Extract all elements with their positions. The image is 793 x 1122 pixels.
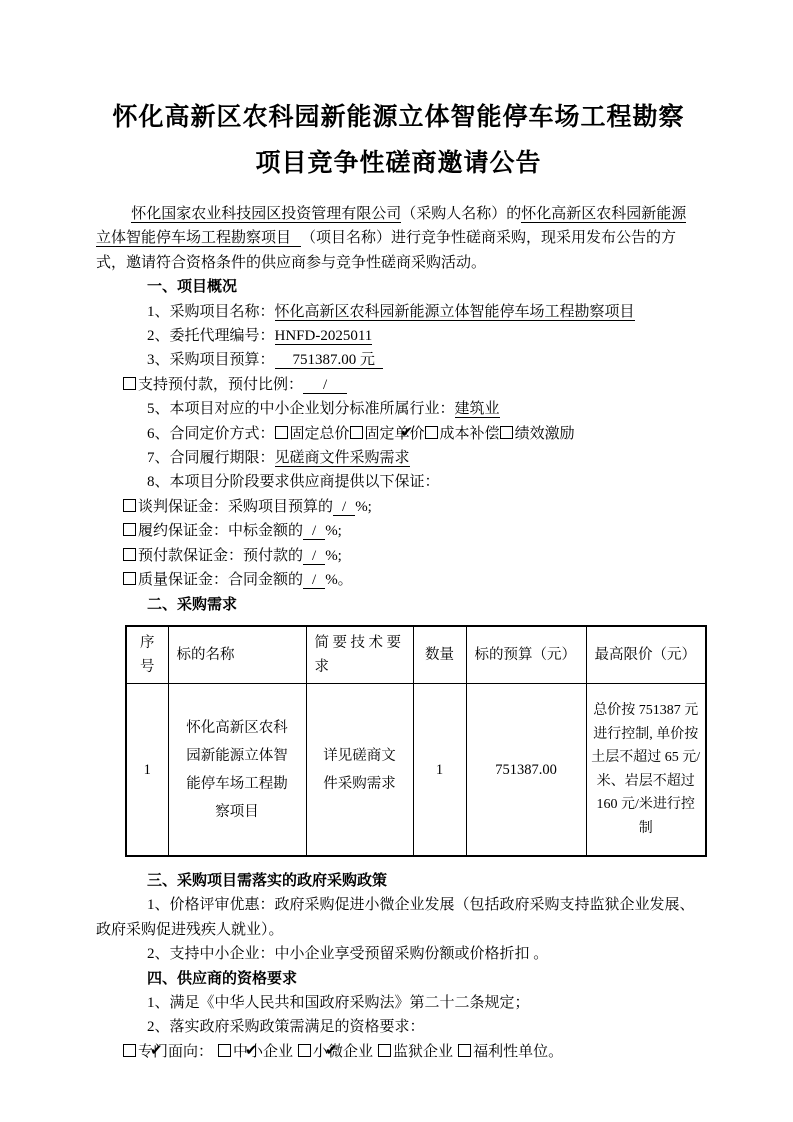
- checkbox-sme-checked: [218, 1044, 231, 1057]
- deposit-suffix: %;: [325, 523, 342, 540]
- option-cost-compensation: 成本补偿: [439, 425, 500, 442]
- checkbox-performance-incentive-unchecked: [500, 426, 513, 439]
- deposit-suffix: %;: [325, 547, 342, 564]
- policy-item-sme-support: 2、支持中小企业：中小企业享受预留采购份额或价格折扣 。: [147, 946, 549, 963]
- budget-value: 751387.00 元: [275, 352, 384, 369]
- deposit-text: 质量保证金：合同金额的: [138, 572, 304, 589]
- deposit-line-performance: [96, 519, 701, 543]
- item-label: 3、采购项目预算：: [147, 352, 275, 369]
- buyer-name: 怀化国家农业科技园区投资管理有限公司: [131, 206, 402, 222]
- option-sme: 中小企业: [233, 1043, 294, 1060]
- deposit-line-prepayment: [96, 544, 701, 568]
- item-pricing-method: [96, 422, 701, 446]
- deposit-blank: /: [303, 572, 325, 589]
- title-line-2: 项目竞争性磋商邀请公告: [255, 149, 542, 177]
- qualification-item-policy: 2、落实政府采购政策需满足的资格要求：: [147, 1019, 425, 1036]
- qualification-item-law: 1、满足《中华人民共和国政府采购法》第二十二条规定；: [147, 994, 530, 1011]
- document-title: [96, 94, 701, 186]
- section1-heading: 一、项目概况: [147, 278, 238, 296]
- item-agency-number: [96, 324, 701, 348]
- col-header-tech-requirements: 简要技术要求: [306, 626, 413, 684]
- cell-price-limit: 总价按 751387 元进行控制, 单价按土层不超过 65 元/米、岩层不超过 160 元/米进行控制: [586, 684, 706, 856]
- deposit-suffix: %。: [325, 572, 353, 589]
- targeted-checkbox-line: [96, 1040, 701, 1064]
- item-industry: [96, 397, 701, 421]
- deposit-blank: /: [333, 499, 355, 516]
- checkbox-quality-deposit-unchecked: [123, 572, 136, 585]
- option-welfare-unit: 福利性单位: [473, 1043, 549, 1060]
- prepay-blank: /: [303, 377, 347, 394]
- deposit-blank: /: [303, 523, 325, 540]
- deposit-text: 预付款保证金：预付款的: [138, 547, 304, 564]
- section2-heading: 二、采购需求: [147, 595, 238, 613]
- table-row: [126, 684, 706, 856]
- cell-quantity: 1: [413, 684, 466, 856]
- item-label: 8、本项目分阶段要求供应商提供以下保证：: [147, 474, 440, 491]
- checkbox-performance-deposit-unchecked: [123, 523, 136, 536]
- procurement-table: [125, 625, 707, 857]
- col-header-subject-name: 标的名称: [168, 626, 306, 684]
- intro-tail: （项目名称）进行竞争性磋商采购，现采用发布公告的方式，邀请符合资格条件的供应商参与竞争性磋商采购活动。: [96, 230, 677, 271]
- checkbox-prepayment-deposit-unchecked: [123, 548, 136, 561]
- targeted-tail: 。: [548, 1043, 564, 1060]
- checkbox-fixed-unit-price-checked: [350, 426, 363, 439]
- item-budget: [96, 348, 701, 372]
- checkbox-prison-enterprise-unchecked: [378, 1044, 391, 1057]
- table-header-row: [126, 626, 706, 684]
- prepay-text: 支持预付款，预付比例：: [138, 376, 304, 393]
- buyer-suffix: （采购人名称）的: [401, 206, 522, 222]
- deposit-text: 履约保证金：中标金额的: [138, 523, 304, 540]
- col-header-quantity: 数量: [413, 626, 466, 684]
- cell-seq: 1: [126, 684, 168, 856]
- option-fixed-unit-price: 固定单价: [364, 425, 425, 442]
- deposit-line-quality: [96, 568, 701, 592]
- item-contract-period: [96, 446, 701, 470]
- section3-heading: 三、采购项目需落实的政府采购政策: [147, 871, 388, 889]
- project-name: 怀化高新区农科园新能源立体智能停车场工程勘察项目: [96, 206, 687, 247]
- cell-budget: 751387.00: [466, 684, 586, 856]
- col-header-budget: 标的预算（元）: [466, 626, 586, 684]
- contract-period-value: 见磋商文件采购需求: [274, 450, 410, 467]
- prepay-checkbox-line: [96, 373, 701, 397]
- item-label: 7、合同履行期限：: [147, 450, 275, 467]
- intro-paragraph: [96, 202, 701, 275]
- targeted-lead: 专门面向：: [138, 1043, 214, 1060]
- option-prison-enterprise: 监狱企业: [393, 1043, 454, 1060]
- checkbox-negotiation-deposit-unchecked: [123, 499, 136, 512]
- checkbox-micro-enterprise-checked: [298, 1044, 311, 1057]
- option-fixed-total-price: 固定总价: [289, 425, 350, 442]
- item-guarantees-intro: [96, 470, 701, 494]
- deposit-text: 谈判保证金：采购项目预算的: [138, 498, 334, 515]
- cell-tech-requirements: 详见磋商文件采购需求: [306, 684, 413, 856]
- policy-item-price-review: 1、价格评审优惠：政府采购促进小微企业发展（包括政府采购支持监狱企业发展、政府采购促进残疾人就业）。: [96, 897, 695, 938]
- deposit-line-negotiation: [96, 495, 701, 519]
- option-performance-incentive: 绩效激励: [514, 425, 575, 442]
- section4-heading: 四、供应商的资格要求: [147, 969, 298, 987]
- deposit-blank: /: [303, 548, 325, 565]
- cell-subject-name: 怀化高新区农科园新能源立体智能停车场工程勘察项目: [168, 684, 306, 856]
- option-micro-enterprise: 小微企业: [313, 1043, 374, 1060]
- col-header-seq: 序号: [126, 626, 168, 684]
- item-label: 1、采购项目名称：: [147, 303, 275, 320]
- checkbox-fixed-total-price-unchecked: [275, 426, 288, 439]
- col-header-price-limit: 最高限价（元）: [586, 626, 706, 684]
- item-label: 2、委托代理编号：: [147, 328, 275, 345]
- checkbox-prepay-unchecked: [123, 377, 136, 390]
- item-label: 6、合同定价方式：: [147, 425, 275, 442]
- agency-number-value: HNFD-2025011: [274, 328, 373, 345]
- checkbox-targeted-checked: [123, 1044, 136, 1057]
- title-line-1: 怀化高新区农科园新能源立体智能停车场工程勘察: [112, 103, 685, 131]
- checkbox-welfare-unit-unchecked: [458, 1044, 471, 1057]
- checkbox-cost-compensation-unchecked: [425, 426, 438, 439]
- item-label: 5、本项目对应的中小企业划分标准所属行业：: [147, 401, 455, 418]
- procurement-name-value: 怀化高新区农科园新能源立体智能停车场工程勘察项目: [274, 303, 635, 320]
- deposit-suffix: %;: [355, 498, 372, 515]
- industry-value: 建筑业: [454, 401, 500, 418]
- item-procurement-name: [96, 300, 701, 324]
